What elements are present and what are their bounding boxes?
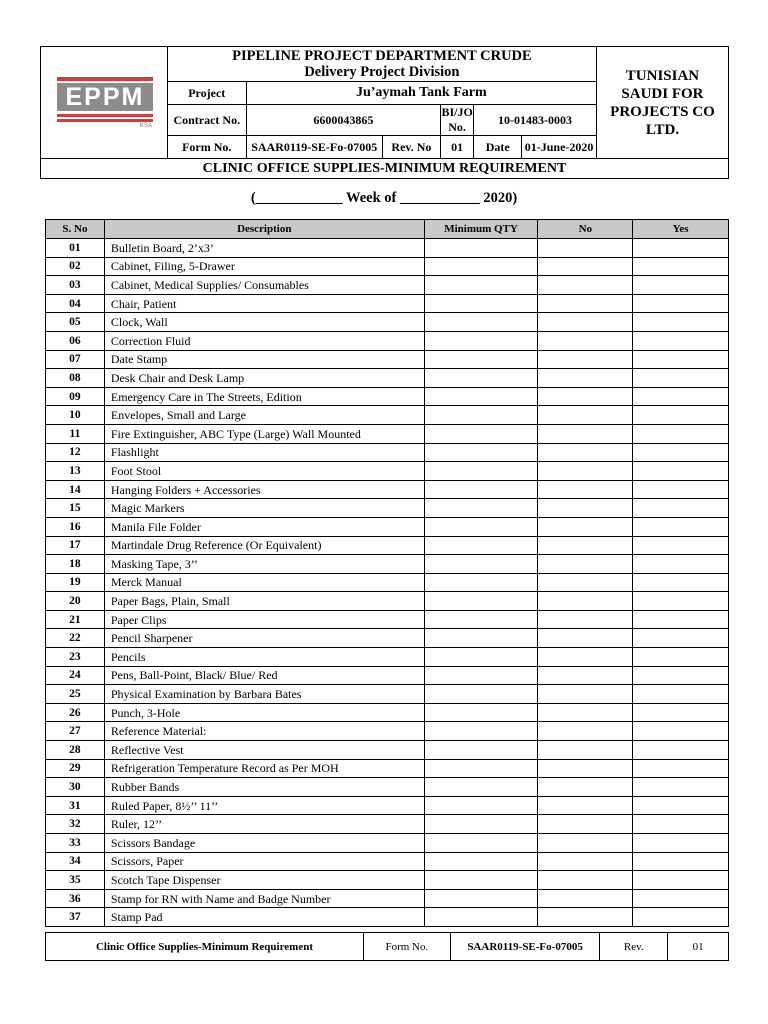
cell-description: Punch, 3-Hole: [104, 703, 424, 722]
cell-no[interactable]: [538, 462, 633, 481]
cell-no[interactable]: [538, 629, 633, 648]
cell-yes[interactable]: [633, 871, 729, 890]
cell-yes[interactable]: [633, 666, 729, 685]
cell-sno: 04: [46, 294, 105, 313]
footer-rev-value: 01: [668, 933, 729, 961]
cell-yes[interactable]: [633, 629, 729, 648]
cell-sno: 13: [46, 462, 105, 481]
cell-minimum-qty[interactable]: [424, 685, 538, 704]
cell-yes[interactable]: [633, 387, 729, 406]
rev-label: Rev. No: [382, 136, 440, 159]
cell-yes[interactable]: [633, 313, 729, 332]
cell-yes[interactable]: [633, 443, 729, 462]
logo-cell: [41, 47, 168, 159]
table-row: [46, 834, 729, 853]
cell-sno: 24: [46, 666, 105, 685]
cell-sno: 16: [46, 517, 105, 536]
cell-minimum-qty[interactable]: [424, 908, 538, 927]
cell-sno: 18: [46, 555, 105, 574]
cell-description: Reflective Vest: [104, 741, 424, 760]
cell-minimum-qty[interactable]: [424, 573, 538, 592]
date-label: Date: [474, 136, 522, 159]
col-header-description: Description: [104, 220, 424, 239]
cell-description: Ruled Paper, 8½’’ 11’’: [104, 796, 424, 815]
cell-no[interactable]: [538, 499, 633, 518]
cell-yes[interactable]: [633, 406, 729, 425]
cell-minimum-qty[interactable]: [424, 536, 538, 555]
cell-sno: 28: [46, 741, 105, 760]
cell-sno: 02: [46, 257, 105, 276]
cell-sno: 35: [46, 871, 105, 890]
table-row: [46, 462, 729, 481]
cell-no[interactable]: [538, 666, 633, 685]
table-row: [46, 648, 729, 667]
cell-sno: 14: [46, 480, 105, 499]
cell-no[interactable]: [538, 257, 633, 276]
cell-yes[interactable]: [633, 239, 729, 258]
table-body: [46, 239, 729, 927]
cell-description: Hanging Folders + Accessories: [104, 480, 424, 499]
cell-no[interactable]: [538, 834, 633, 853]
cell-yes[interactable]: [633, 648, 729, 667]
cell-yes[interactable]: [633, 889, 729, 908]
cell-no[interactable]: [538, 239, 633, 258]
cell-sno: 11: [46, 424, 105, 443]
form-value: SAAR0119-SE-Fo-07005: [246, 136, 382, 159]
cell-yes[interactable]: [633, 815, 729, 834]
project-label: Project: [167, 82, 246, 105]
col-header-no: No: [538, 220, 633, 239]
table-row: [46, 313, 729, 332]
cell-sno: 06: [46, 331, 105, 350]
department-line-2: Delivery Project Division: [304, 64, 460, 80]
cell-description: Stamp Pad: [104, 908, 424, 927]
cell-yes[interactable]: [633, 294, 729, 313]
table-row: [46, 424, 729, 443]
cell-minimum-qty[interactable]: [424, 648, 538, 667]
table-header-row: [46, 220, 729, 239]
cell-no[interactable]: [538, 815, 633, 834]
table-row: [46, 592, 729, 611]
cell-minimum-qty[interactable]: [424, 852, 538, 871]
cell-sno: 09: [46, 387, 105, 406]
cell-description: Paper Bags, Plain, Small: [104, 592, 424, 611]
cell-sno: 31: [46, 796, 105, 815]
table-row: [46, 331, 729, 350]
cell-yes[interactable]: [633, 759, 729, 778]
cell-no[interactable]: [538, 294, 633, 313]
cell-minimum-qty[interactable]: [424, 331, 538, 350]
cell-description: Refrigeration Temperature Record as Per MOH: [104, 759, 424, 778]
cell-sno: 08: [46, 369, 105, 388]
footer-rev-label: Rev.: [600, 933, 668, 961]
cell-minimum-qty[interactable]: [424, 834, 538, 853]
table-row: [46, 350, 729, 369]
cell-description: Bulletin Board, 2’x3’: [104, 239, 424, 258]
bijo-value: 10-01483-0003: [474, 105, 597, 136]
cell-yes[interactable]: [633, 257, 729, 276]
cell-description: Envelopes, Small and Large: [104, 406, 424, 425]
cell-minimum-qty[interactable]: [424, 592, 538, 611]
table-row: [46, 759, 729, 778]
cell-yes[interactable]: [633, 685, 729, 704]
cell-no[interactable]: [538, 852, 633, 871]
cell-description: Manila File Folder: [104, 517, 424, 536]
cell-sno: 33: [46, 834, 105, 853]
cell-sno: 36: [46, 889, 105, 908]
table-row: [46, 276, 729, 295]
rev-value: 01: [441, 136, 474, 159]
cell-description: Scotch Tape Dispenser: [104, 871, 424, 890]
footer-form-value: SAAR0119-SE-Fo-07005: [450, 933, 600, 961]
cell-sno: 05: [46, 313, 105, 332]
cell-description: Cabinet, Filing, 5-Drawer: [104, 257, 424, 276]
cell-description: Foot Stool: [104, 462, 424, 481]
project-value: Ju’aymah Tank Farm: [246, 82, 596, 105]
table-row: [46, 703, 729, 722]
cell-minimum-qty[interactable]: [424, 294, 538, 313]
cell-description: Reference Material:: [104, 722, 424, 741]
cell-no[interactable]: [538, 759, 633, 778]
cell-minimum-qty[interactable]: [424, 350, 538, 369]
cell-minimum-qty[interactable]: [424, 443, 538, 462]
table-row: [46, 294, 729, 313]
department-heading: [167, 47, 596, 82]
footer-form-label: Form No.: [363, 933, 450, 961]
table-row: [46, 536, 729, 555]
table-row: [46, 239, 729, 258]
cell-yes[interactable]: [633, 908, 729, 927]
table-row: [46, 406, 729, 425]
cell-no[interactable]: [538, 889, 633, 908]
company-name: TUNISIAN SAUDI FOR PROJECTS CO LTD.: [596, 47, 728, 159]
cell-description: Pencils: [104, 648, 424, 667]
cell-no[interactable]: [538, 480, 633, 499]
cell-sno: 21: [46, 610, 105, 629]
cell-minimum-qty[interactable]: [424, 610, 538, 629]
logo-text: EPPM: [57, 83, 153, 111]
cell-yes[interactable]: [633, 369, 729, 388]
document-header: [40, 46, 729, 179]
cell-minimum-qty[interactable]: [424, 889, 538, 908]
cell-yes[interactable]: [633, 741, 729, 760]
cell-no[interactable]: [538, 908, 633, 927]
contract-value: 6600043865: [246, 105, 440, 136]
cell-sno: 26: [46, 703, 105, 722]
cell-yes[interactable]: [633, 331, 729, 350]
cell-yes[interactable]: [633, 462, 729, 481]
cell-minimum-qty[interactable]: [424, 871, 538, 890]
cell-yes[interactable]: [633, 722, 729, 741]
cell-no[interactable]: [538, 517, 633, 536]
logo-red-bar: [57, 119, 153, 122]
cell-minimum-qty[interactable]: [424, 703, 538, 722]
cell-minimum-qty[interactable]: [424, 815, 538, 834]
cell-sno: 07: [46, 350, 105, 369]
cell-minimum-qty[interactable]: [424, 796, 538, 815]
cell-description: Martindale Drug Reference (Or Equivalent): [104, 536, 424, 555]
cell-description: Correction Fluid: [104, 331, 424, 350]
cell-minimum-qty[interactable]: [424, 406, 538, 425]
cell-minimum-qty[interactable]: [424, 369, 538, 388]
logo-red-bar: [57, 77, 153, 81]
cell-description: Chair, Patient: [104, 294, 424, 313]
cell-yes[interactable]: [633, 499, 729, 518]
cell-yes[interactable]: [633, 424, 729, 443]
cell-no[interactable]: [538, 871, 633, 890]
col-header-minimum-qty: Minimum QTY: [424, 220, 538, 239]
cell-sno: 34: [46, 852, 105, 871]
cell-no[interactable]: [538, 555, 633, 574]
cell-sno: 12: [46, 443, 105, 462]
col-header-sno: S. No: [46, 220, 105, 239]
cell-yes[interactable]: [633, 778, 729, 797]
col-header-yes: Yes: [633, 220, 729, 239]
cell-sno: 10: [46, 406, 105, 425]
cell-no[interactable]: [538, 387, 633, 406]
cell-description: Merck Manual: [104, 573, 424, 592]
supplies-table: [45, 219, 729, 927]
cell-yes[interactable]: [633, 796, 729, 815]
cell-description: Cabinet, Medical Supplies/ Consumables: [104, 276, 424, 295]
cell-description: Clock, Wall: [104, 313, 424, 332]
date-value: 01-June-2020: [522, 136, 597, 159]
cell-sno: 01: [46, 239, 105, 258]
cell-yes[interactable]: [633, 480, 729, 499]
week-line: (____________ Week of ___________ 2020): [250, 190, 518, 206]
table-row: [46, 555, 729, 574]
footer-title: Clinic Office Supplies-Minimum Requirement: [46, 933, 364, 961]
cell-yes[interactable]: [633, 573, 729, 592]
table-row: [46, 889, 729, 908]
document-footer: [45, 932, 729, 961]
cell-minimum-qty[interactable]: [424, 741, 538, 760]
table-row: [46, 443, 729, 462]
cell-no[interactable]: [538, 610, 633, 629]
cell-sno: 32: [46, 815, 105, 834]
cell-no[interactable]: [538, 648, 633, 667]
cell-no[interactable]: [538, 796, 633, 815]
cell-minimum-qty[interactable]: [424, 462, 538, 481]
cell-sno: 23: [46, 648, 105, 667]
cell-description: Date Stamp: [104, 350, 424, 369]
cell-sno: 27: [46, 722, 105, 741]
table-row: [46, 815, 729, 834]
cell-description: Pens, Ball-Point, Black/ Blue/ Red: [104, 666, 424, 685]
table-row: [46, 369, 729, 388]
cell-description: Scissors Bandage: [104, 834, 424, 853]
cell-description: Rubber Bands: [104, 778, 424, 797]
cell-yes[interactable]: [633, 555, 729, 574]
cell-description: Physical Examination by Barbara Bates: [104, 685, 424, 704]
cell-minimum-qty[interactable]: [424, 555, 538, 574]
cell-minimum-qty[interactable]: [424, 499, 538, 518]
cell-no[interactable]: [538, 703, 633, 722]
table-row: [46, 499, 729, 518]
table-row: [46, 685, 729, 704]
table-row: [46, 629, 729, 648]
table-row: [46, 517, 729, 536]
table-row: [46, 480, 729, 499]
cell-minimum-qty[interactable]: [424, 517, 538, 536]
cell-yes[interactable]: [633, 276, 729, 295]
cell-no[interactable]: [538, 592, 633, 611]
cell-sno: 17: [46, 536, 105, 555]
cell-minimum-qty[interactable]: [424, 666, 538, 685]
cell-no[interactable]: [538, 778, 633, 797]
table-row: [46, 778, 729, 797]
cell-yes[interactable]: [633, 852, 729, 871]
cell-sno: 30: [46, 778, 105, 797]
cell-description: Scissors, Paper: [104, 852, 424, 871]
cell-sno: 03: [46, 276, 105, 295]
cell-description: Emergency Care in The Streets, Edition: [104, 387, 424, 406]
table-row: [46, 666, 729, 685]
cell-description: Stamp for RN with Name and Badge Number: [104, 889, 424, 908]
table-row: [46, 610, 729, 629]
table-row: [46, 387, 729, 406]
logo-sub: KSA: [139, 122, 152, 129]
form-label: Form No.: [167, 136, 246, 159]
cell-sno: 25: [46, 685, 105, 704]
cell-minimum-qty[interactable]: [424, 257, 538, 276]
table-row: [46, 741, 729, 760]
department-line-1: PIPELINE PROJECT DEPARTMENT CRUDE: [232, 48, 532, 64]
cell-minimum-qty[interactable]: [424, 313, 538, 332]
cell-yes[interactable]: [633, 834, 729, 853]
cell-description: Masking Tape, 3’’: [104, 555, 424, 574]
cell-minimum-qty[interactable]: [424, 759, 538, 778]
cell-sno: 15: [46, 499, 105, 518]
cell-no[interactable]: [538, 424, 633, 443]
cell-no[interactable]: [538, 331, 633, 350]
cell-minimum-qty[interactable]: [424, 239, 538, 258]
cell-sno: 37: [46, 908, 105, 927]
cell-yes[interactable]: [633, 703, 729, 722]
cell-yes[interactable]: [633, 610, 729, 629]
cell-sno: 20: [46, 592, 105, 611]
cell-description: Pencil Sharpener: [104, 629, 424, 648]
cell-no[interactable]: [538, 313, 633, 332]
cell-yes[interactable]: [633, 517, 729, 536]
table-row: [46, 573, 729, 592]
cell-description: Paper Clips: [104, 610, 424, 629]
cell-no[interactable]: [538, 573, 633, 592]
table-row: [46, 257, 729, 276]
table-row: [46, 796, 729, 815]
cell-no[interactable]: [538, 276, 633, 295]
cell-no[interactable]: [538, 685, 633, 704]
cell-yes[interactable]: [633, 592, 729, 611]
cell-minimum-qty[interactable]: [424, 480, 538, 499]
cell-sno: 22: [46, 629, 105, 648]
cell-no[interactable]: [538, 406, 633, 425]
document-title: CLINIC OFFICE SUPPLIES-MINIMUM REQUIREMENT: [41, 159, 729, 179]
cell-no[interactable]: [538, 741, 633, 760]
cell-minimum-qty[interactable]: [424, 276, 538, 295]
cell-description: Flashlight: [104, 443, 424, 462]
logo-red-bar: [57, 114, 153, 117]
cell-description: Desk Chair and Desk Lamp: [104, 369, 424, 388]
cell-minimum-qty[interactable]: [424, 424, 538, 443]
cell-no[interactable]: [538, 443, 633, 462]
bijo-label: BI/JO No.: [441, 105, 473, 134]
contract-label: Contract No.: [167, 105, 246, 136]
table-row: [46, 908, 729, 927]
cell-minimum-qty[interactable]: [424, 629, 538, 648]
cell-description: Magic Markers: [104, 499, 424, 518]
cell-minimum-qty[interactable]: [424, 778, 538, 797]
cell-sno: 19: [46, 573, 105, 592]
table-row: [46, 852, 729, 871]
cell-description: Ruler, 12’’: [104, 815, 424, 834]
cell-no[interactable]: [538, 369, 633, 388]
cell-yes[interactable]: [633, 350, 729, 369]
cell-no[interactable]: [538, 536, 633, 555]
cell-description: Fire Extinguisher, ABC Type (Large) Wall Mounted: [104, 424, 424, 443]
cell-no[interactable]: [538, 350, 633, 369]
table-row: [46, 722, 729, 741]
cell-minimum-qty[interactable]: [424, 722, 538, 741]
cell-yes[interactable]: [633, 536, 729, 555]
eppm-logo: [54, 73, 154, 133]
cell-no[interactable]: [538, 722, 633, 741]
table-row: [46, 871, 729, 890]
cell-minimum-qty[interactable]: [424, 387, 538, 406]
cell-sno: 29: [46, 759, 105, 778]
